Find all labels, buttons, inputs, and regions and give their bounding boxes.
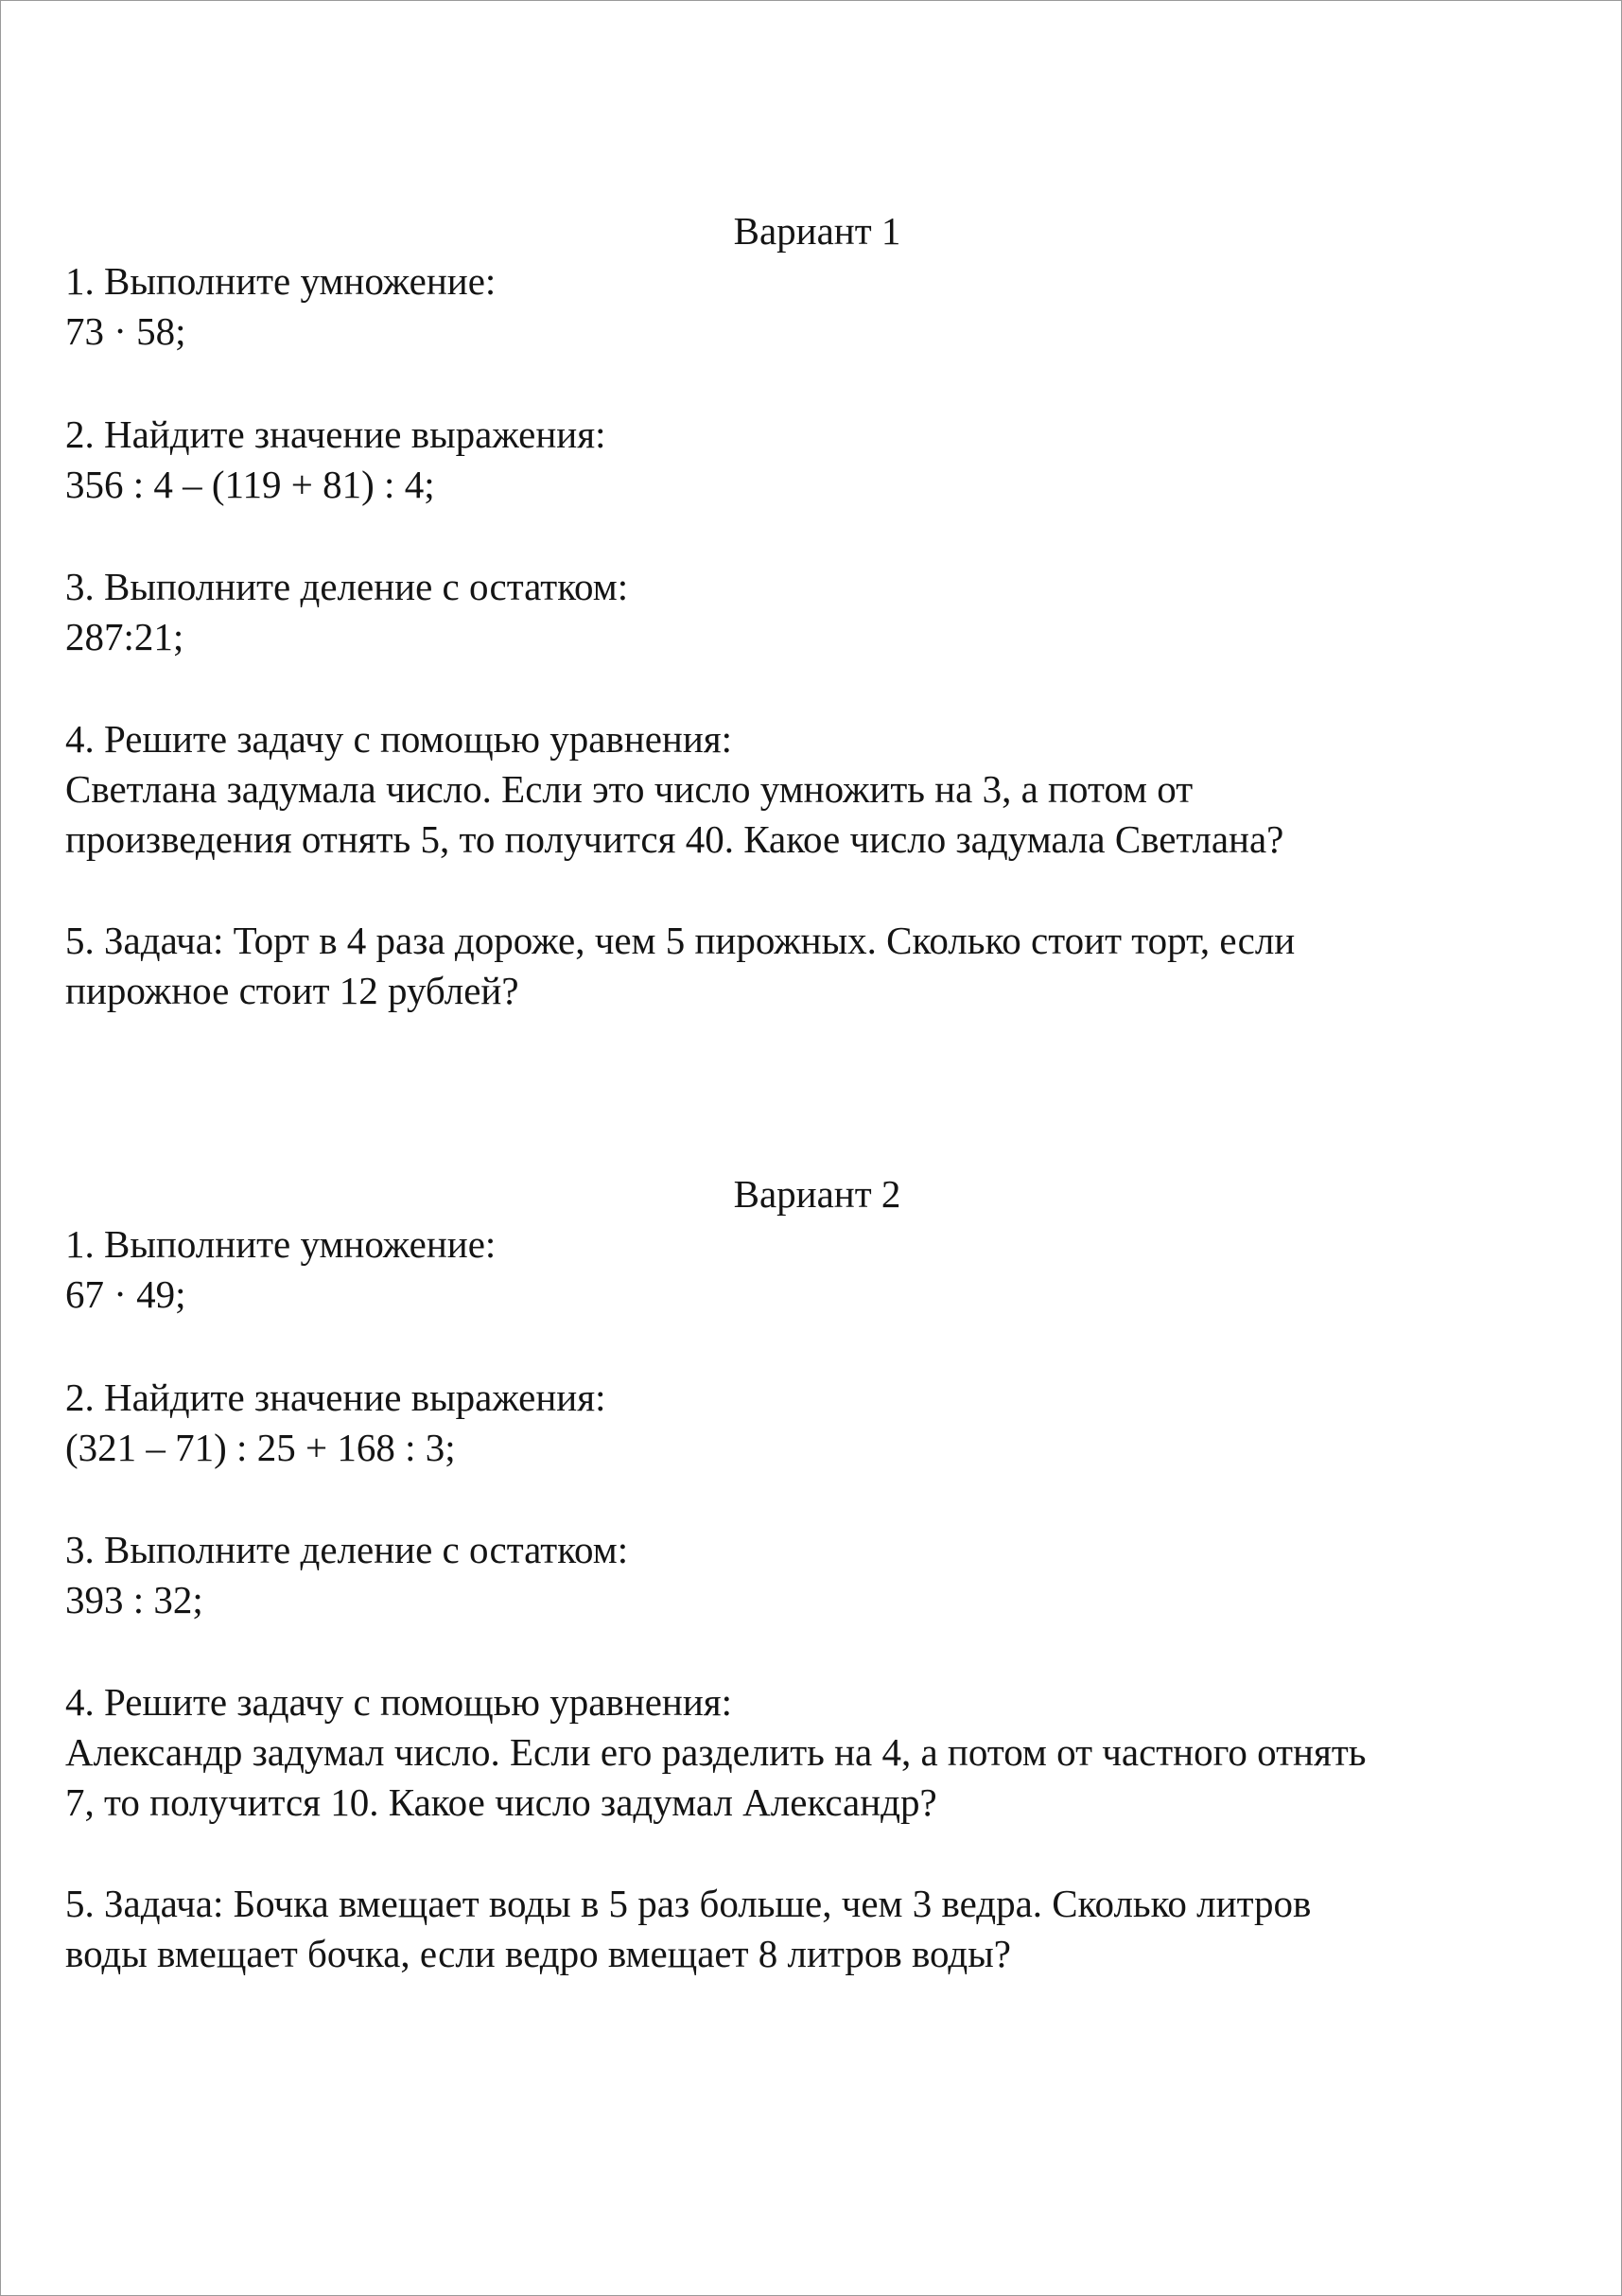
task-text-line: Светлана задумала число. Если это число умножить на 3, а потом от bbox=[65, 767, 1194, 811]
task-heading: 1. Выполните умножение: bbox=[65, 1222, 497, 1266]
task-expression: (321 – 71) : 25 + 168 : 3; bbox=[65, 1426, 456, 1469]
task-text-line: 7, то получится 10. Какое число задумал Александр? bbox=[65, 1780, 937, 1824]
task-3 bbox=[65, 562, 1560, 662]
task-3 bbox=[65, 1525, 1560, 1625]
task-text-line: произведения отнять 5, то получится 40. Какое число задумала Светлана? bbox=[65, 817, 1284, 861]
task-1 bbox=[65, 256, 1560, 357]
task-heading: 2. Найдите значение выражения: bbox=[65, 1376, 606, 1419]
variant-title: Вариант 2 bbox=[733, 1172, 901, 1216]
task-text-line: пирожное стоит 12 рублей? bbox=[65, 969, 519, 1012]
task-heading: 2. Найдите значение выражения: bbox=[65, 412, 606, 456]
task-heading: 4. Решите задачу с помощью уравнения: bbox=[65, 717, 733, 761]
task-1 bbox=[65, 1219, 1560, 1320]
task-text-line: Александр задумал число. Если его разделить на 4, а потом от частного отнять bbox=[65, 1730, 1367, 1774]
task-5 bbox=[65, 1879, 1560, 1979]
variant-title: Вариант 1 bbox=[733, 209, 901, 253]
task-4 bbox=[65, 1677, 1560, 1828]
task-text-line: воды вмещает бочка, если ведро вмещает 8 литров воды? bbox=[65, 1932, 1011, 1975]
task-4 bbox=[65, 714, 1560, 865]
task-heading: 3. Выполните деление с остатком: bbox=[65, 1528, 629, 1571]
task-expression: 287:21; bbox=[65, 615, 184, 658]
task-5 bbox=[65, 916, 1560, 1016]
task-expression: 393 : 32; bbox=[65, 1578, 203, 1621]
task-expression: 67 · 49; bbox=[65, 1272, 186, 1316]
task-expression: 73 · 58; bbox=[65, 309, 186, 353]
task-2 bbox=[65, 410, 1560, 510]
task-heading: 1. Выполните умножение: bbox=[65, 259, 497, 303]
task-heading: 4. Решите задачу с помощью уравнения: bbox=[65, 1680, 733, 1724]
task-2 bbox=[65, 1373, 1560, 1473]
task-text-line: 5. Задача: Бочка вмещает воды в 5 раз больше, чем 3 ведра. Сколько литров bbox=[65, 1882, 1312, 1925]
task-text-line: 5. Задача: Торт в 4 раза дороже, чем 5 пирожных. Сколько стоит торт, если bbox=[65, 919, 1296, 962]
task-expression: 356 : 4 – (119 + 81) : 4; bbox=[65, 463, 435, 506]
task-heading: 3. Выполните деление с остатком: bbox=[65, 565, 629, 608]
